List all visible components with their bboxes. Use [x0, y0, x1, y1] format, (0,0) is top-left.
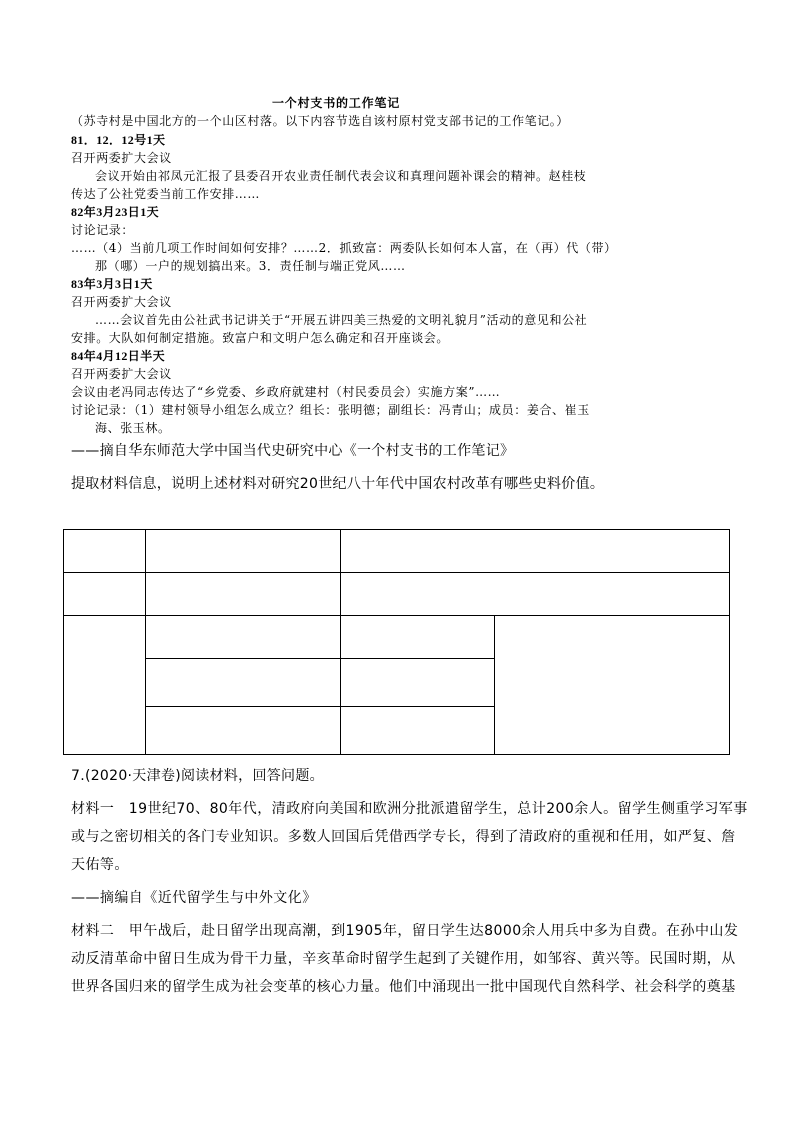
table-rule [729, 529, 730, 755]
entry-line: ……会议首先由公社武书记讲关于“开展五讲四美三热爱的文明礼貌月”活动的意见和公社 [95, 313, 588, 327]
entry-line: 召开两委扩大会议 [71, 367, 172, 381]
entry-line: 海、张玉林。 [95, 421, 171, 435]
entry-date: 81．12．12号1天 [71, 133, 166, 147]
table-rule [145, 658, 494, 659]
table-rule [63, 572, 730, 573]
table-rule [145, 706, 494, 707]
entry-line: 会议由老冯同志传达了“乡党委、乡政府就建村（村民委员会）实施方案”…… [71, 385, 501, 399]
entry-date: 82年3月23日1天 [71, 205, 160, 219]
table-rule [63, 754, 730, 755]
material-one-line: 或与之密切相关的各门专业知识。多数人回国后凭借西学专长，得到了清政府的重视和任用，如严复、詹 [71, 829, 736, 845]
notebook-title: 一个村支书的工作笔记 [272, 96, 401, 110]
entry-line: 安排。大队如何制定措施。致富户和文明户怎么确定和召开座谈会。 [71, 331, 450, 345]
entry-date: 83年3月3日1天 [71, 277, 153, 291]
notebook-intro: （苏寺村是中国北方的一个山区村落。以下内容节选自该村原村党支部书记的工作笔记。） [71, 114, 570, 128]
material-two-line: 动反清革命中留日生成为骨干力量，辛亥革命时留学生起到了关键作用，如邹容、黄兴等。民国时期，从 [71, 951, 736, 967]
material-one-line: 天佑等。 [71, 857, 129, 873]
notebook-source: ——摘自华东师范大学中国当代史研究中心《一个村支书的工作笔记》 [71, 443, 515, 459]
material-two-line: 材料二 甲午战后，赴日留学出现高潮，到1905年，留日学生达8000余人用兵中多为自费。在孙中山发 [71, 923, 739, 939]
material-two-line: 世界各国归来的留学生成为社会变革的核心力量。他们中涌现出一批中国现代自然科学、社会科学的奠基 [71, 979, 736, 995]
q7-heading: 7.(2020·天津卷)阅读材料，回答问题。 [71, 768, 324, 784]
question-text: 提取材料信息，说明上述材料对研究20世纪八十年代中国农村改革有哪些史料价值。 [71, 476, 605, 492]
table-rule [63, 615, 730, 616]
entry-line: 召开两委扩大会议 [71, 295, 172, 309]
table-rule [63, 529, 730, 530]
entry-line: 讨论记录： [71, 223, 135, 237]
table-rule [494, 615, 495, 755]
material-one-line: 材料一 19世纪70、80年代，清政府向美国和欧洲分批派遣留学生，总计200余人。留学生侧重学习军事 [71, 801, 748, 817]
material-one-source: ——摘编自《近代留学生与中外文化》 [71, 890, 317, 906]
table-rule [145, 529, 146, 755]
entry-line: 会议开始由祁凤元汇报了县委召开农业责任制代表会议和真理问题补课会的精神。赵桂枝 [95, 169, 587, 183]
entry-line: 召开两委扩大会议 [71, 151, 172, 165]
entry-line: ……（4）当前几项工作时间如何安排？……2．抓致富：两委队长如何本人富，在（再）代（带） [71, 241, 617, 255]
entry-line: 传达了公社党委当前工作安排…… [71, 187, 261, 201]
entry-date: 84年4月12日半天 [71, 349, 166, 363]
entry-line: 讨论记录：（1）建村领导小组怎么成立？组长：张明德；副组长：冯青山；成员：姜合、崔玉 [71, 403, 590, 417]
table-rule [340, 529, 341, 755]
table-rule [63, 529, 64, 755]
entry-line: 那（哪）一户的规划搞出来。3．责任制与端正党风…… [95, 259, 406, 273]
